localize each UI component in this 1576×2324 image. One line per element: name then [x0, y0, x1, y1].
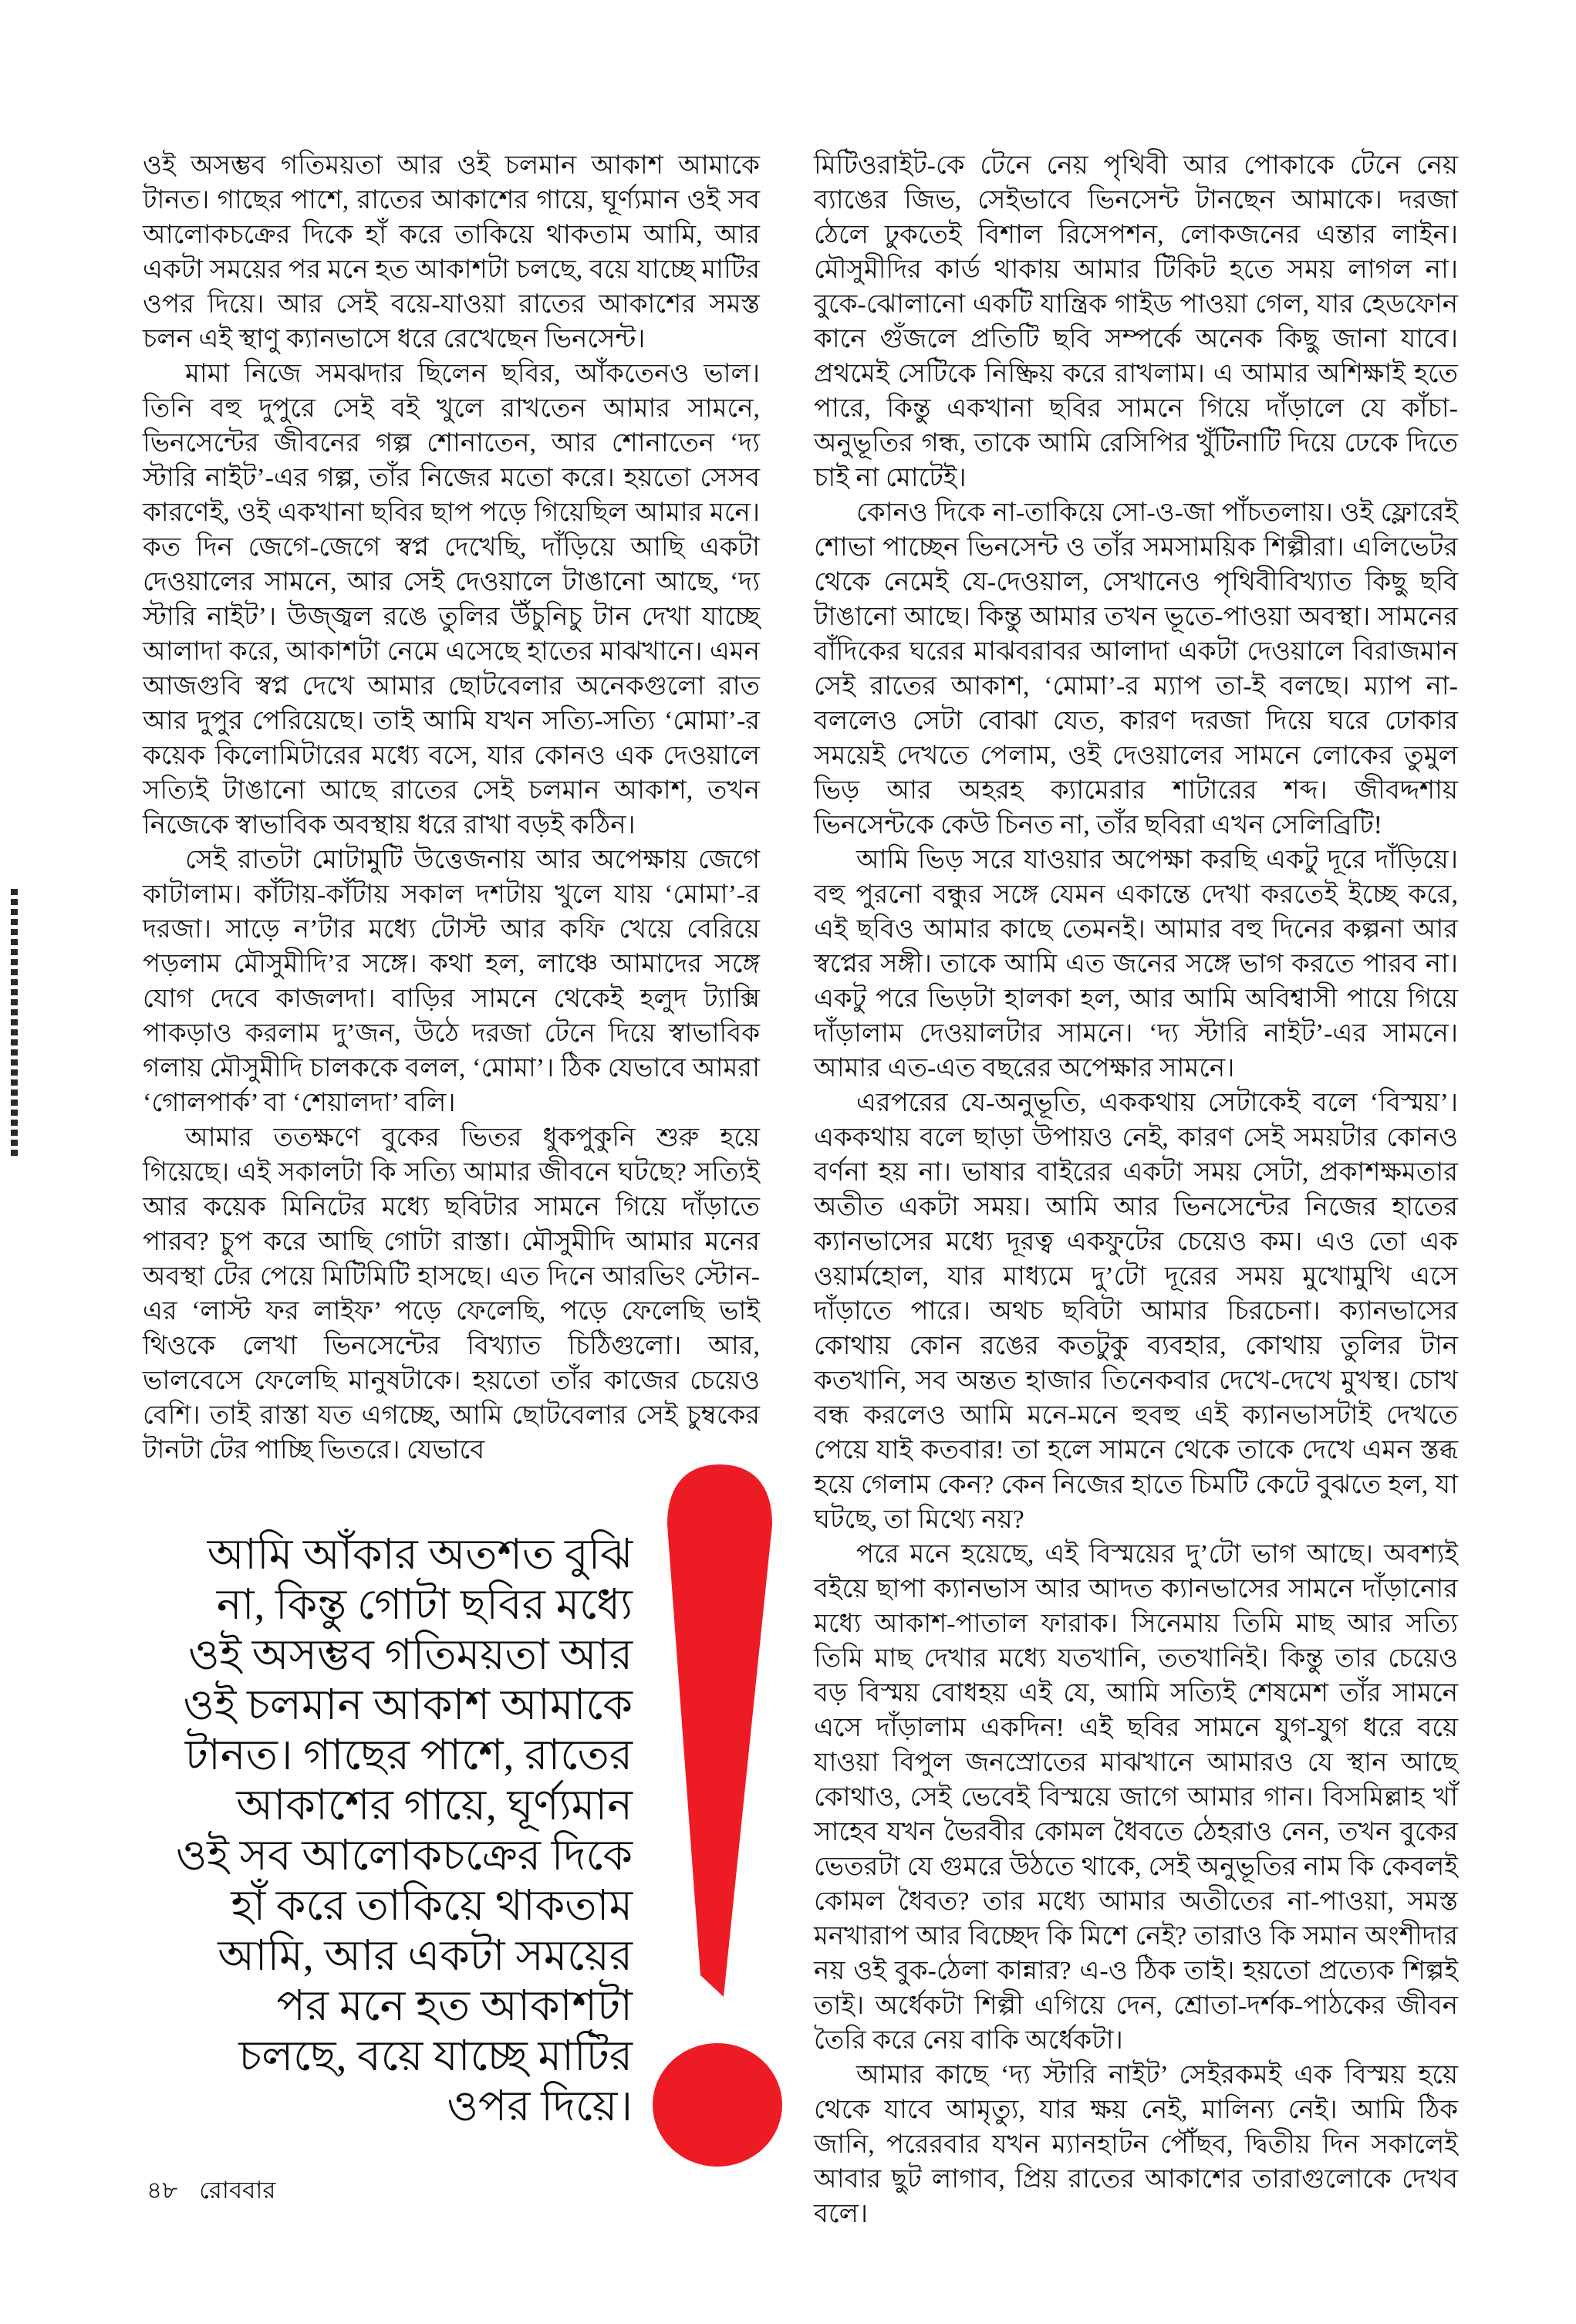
article-left-column: [143, 148, 760, 1468]
pull-quote-line: আকাশের গায়ে, ঘূর্ণ্যমান: [236, 1782, 633, 1829]
tear-guide-dotted-line: [11, 889, 18, 1157]
body-paragraph: এরপরের যে-অনুভূতি, এককথায় সেটাকেই বলে ‘বিস্ময়’। এককথায় বলে ছাড়া উপায়ও নেই, কারণ সেই সময়টার কোনও বর্ণনা হয় না। ভাষার বাইরের একটা সময় সেটা, প্রকাশক্ষমতার অতীত একটা সময়। আমি আর ভিনসেন্টের নিজের হাতের ক্যানভাসের মধ্যে দূরত্ব একফুটের চেয়েও কম। এও তো এক ওয়ার্মহোল, যার মাধ্যমে দু’টো দূরের সময় মুখোমুখি এসে দাঁড়াতে পারে। অথচ ছবিটা আমার চিরচেনা। ক্যানভাসের কোথায় কোন রঙের কতটুকু ব্যবহার, কোথায় তুলির টান কতখানি, সব অন্তত হাজার তিনেকবার দেখে-দেখে মুখস্থ। চোখ বন্ধ করলেও আমি মনে-মনে হুবহু এই ক্যানভাসটাই দেখতে পেয়ে যাই কতবার! তা হলে সামনে থেকে তাকে দেখে এমন স্তব্ধ হয়ে গেলাম কেন? কেন নিজের হাতে চিমটি কেটে বুঝতে হল, যা ঘটছে, তা মিথ্যে নয়?: [814, 1089, 1458, 1534]
body-paragraph: সেই রাতটা মোটামুটি উত্তেজনায় আর অপেক্ষায় জেগে কাটালাম। কাঁটায়-কাঁটায় সকাল দশটায় খুলে যায় ‘মোমা’-র দরজা। সাড়ে ন’টার মধ্যে টোস্ট আর কফি খেয়ে বেরিয়ে পড়লাম মৌসুমীদি’র সঙ্গে। কথা হল, লাঞ্চে আমাদের সঙ্গে যোগ দেবে কাজলদা। বাড়ির সামনে থেকেই হলুদ ট্যাক্সি পাকড়াও করলাম দু’জন, উঠে দরজা টেনে দিয়ে স্বাভাবিক গলায় মৌসুমীদি চালককে বলল, ‘মোমা’। ঠিক যেভাবে আমরা ‘গোলপার্ক’ বা ‘শেয়ালদা’ বলি।: [143, 846, 760, 1117]
body-paragraph: মিটিওরাইট-কে টেনে নেয় পৃথিবী আর পোকাকে টেনে নেয় ব্যাঙের জিভ, সেইভাবে ভিনসেন্ট টানছেন আমাকে। দরজা ঠেলে ঢুকতেই বিশাল রিসেপশন, লোকজনের এন্তার লাইন। মৌসুমীদির কার্ড থাকায় আমার টিকিট হতে সময় লাগল না। বুকে-ঝোলানো একটি যান্ত্রিক গাইড পাওয়া গেল, যার হেডফোন কানে গুঁজলে প্রতিটি ছবি সম্পর্কে অনেক কিছু জানা যাবে। প্রথমেই সেটিকে নিষ্ক্রিয় করে রাখলাম। এ আমার অশিক্ষাই হতে পারে, কিন্তু একখানা ছবির সামনে গিয়ে দাঁড়ালে যে কাঁচা-অনুভূতির গন্ধ, তাকে আমি রেসিপির খুঁটিনাটি দিয়ে ঢেকে দিতে চাই না মোটেই।: [814, 151, 1458, 492]
body-paragraph: আমি ভিড় সরে যাওয়ার অপেক্ষা করছি একটু দূরে দাঁড়িয়ে। বহু পুরনো বন্ধুর সঙ্গে যেমন একান্তে দেখা করতেই ইচ্ছে করে, এই ছবিও আমার কাছে তেমনই। আমার বহু দিনের কল্পনা আর স্বপ্নের সঙ্গী। তাকে আমি এত জনের সঙ্গে ভাগ করতে পারব না। একটু পরে ভিড়টা হালকা হল, আর আমি অবিশ্বাসী পায়ে গিয়ে দাঁড়ালাম দেওয়ালটার সামনে। ‘দ্য স্টারি নাইট’-এর সামনে। আমার এত-এত বছরের অপেক্ষার সামনে।: [814, 846, 1458, 1083]
exclamation-icon: [646, 1457, 793, 2174]
body-paragraph: মামা নিজে সমঝদার ছিলেন ছবির, আঁকতেনও ভাল। তিনি বহু দুপুরে সেই বই খুলে রাখতেন আমার সামনে, ভিনসেন্টের জীবনের গল্প শোনাতেন, আর শোনাতেন ‘দ্য স্টারি নাইট’-এর গল্প, তাঁর নিজের মতো করে। হয়তো সেসব কারণেই, ওই একখানা ছবির ছাপ পড়ে গিয়েছিল আমার মনে। কত দিন জেগে-জেগে স্বপ্ন দেখেছি, দাঁড়িয়ে আছি একটা দেওয়ালের সামনে, আর সেই দেওয়ালে টাঙানো আছে, ‘দ্য স্টারি নাইট’। উজ্জ্বল রঙে তুলির উঁচুনিচু টান দেখা যাচ্ছে আলাদা করে, আকাশটা নেমে এসেছে হাতের মাঝখানে। এমন আজগুবি স্বপ্ন দেখে আমার ছোটবেলার অনেকগুলো রাত আর দুপুর পেরিয়েছে। তাই আমি যখন সত্যি-সত্যি ‘মোমা’-র কয়েক কিলোমিটারের মধ্যে বসে, যার কোনও এক দেওয়ালে সত্যিই টাঙানো আছে রাতের সেই চলমান আকাশ, তখন নিজেকে স্বাভাবিক অবস্থায় ধরে রাখা বড়ই কঠিন।: [143, 360, 760, 839]
pull-quote-line: ওই অসম্ভব গতিময়তা আর: [187, 1631, 633, 1678]
body-paragraph: কোনও দিকে না-তাকিয়ে সো-ও-জা পাঁচতলায়। ওই ফ্লোরেই শোভা পাচ্ছেন ভিনসেন্ট ও তাঁর সমসাময়িক শিল্পীরা। এলিভেটর থেকে নেমেই যে-দেওয়াল, সেখানেও পৃথিবীবিখ্যাত কিছু ছবি টাঙানো আছে। কিন্তু আমার তখন ভূতে-পাওয়া অবস্থা। সামনের বাঁদিকের ঘরের মাঝবরাবর আলাদা একটা দেওয়ালে বিরাজমান সেই রাতের আকাশ, ‘মোমা’-র ম্যাপ তা-ই বলছে। ম্যাপ না-বললেও সেটা বোঝা যেত, কারণ দরজা দিয়ে ঘরে ঢোকার সময়েই দেখতে পেলাম, ওই দেওয়ালের সামনে লোকের তুমুল ভিড় আর অহরহ ক্যামেরার শাটারের শব্দ। জীবদ্দশায় ভিনসেন্টকে কেউ চিনত না, তাঁর ছবিরা এখন সেলিব্রিটি!: [814, 498, 1458, 839]
exclamation-stroke: [667, 1464, 772, 1997]
pull-quote-line: হাঁ করে তাকিয়ে থাকতাম: [231, 1882, 633, 1929]
pull-quote-line: না, কিন্তু গোটা ছবির মধ্যে: [216, 1581, 633, 1628]
pull-quote: [139, 1529, 633, 2131]
pull-quote-line: ওই চলমান আকাশ আমাকে: [183, 1681, 633, 1728]
exclamation-dot: [653, 2043, 782, 2167]
body-paragraph: আমার ততক্ষণে বুকের ভিতর ধুকপুকুনি শুরু হয়ে গিয়েছে। এই সকালটা কি সত্যি আমার জীবনে ঘটছে? সত্যিই আর কয়েক মিনিটের মধ্যে ছবিটার সামনে গিয়ে দাঁড়াতে পারব? চুপ করে আছি গোটা রাস্তা। মৌসুমীদি আমার মনের অবস্থা টের পেয়ে মিটিমিটি হাসছে। এত দিনে আরভিং স্টোন-এর ‘লাস্ট ফর লাইফ’ পড়ে ফেলেছি, পড়ে ফেলেছি ভাই থিওকে লেখা ভিনসেন্টের বিখ্যাত চিঠিগুলো। আর, ভালবেসে ফেলেছি মানুষটাকে। হয়তো তাঁর কাজের চেয়েও বেশি। তাই রাস্তা যত এগচ্ছে, আমি ছোটবেলার সেই চুম্বকের টানটা টের পাচ্ছি ভিতরে। যেভাবে: [143, 1123, 760, 1464]
body-paragraph: পরে মনে হয়েছে, এই বিস্ময়ের দু’টো ভাগ আছে। অবশ্যই বইয়ে ছাপা ক্যানভাস আর আদত ক্যানভাসের সামনে দাঁড়ানোর মধ্যে আকাশ-পাতাল ফারাক। সিনেমায় তিমি মাছ আর সত্যি তিমি মাছ দেখার মধ্যে যতখানি, ততখানিই। কিন্তু তার চেয়েও বড় বিস্ময় বোধহয় এই যে, আমি সত্যিই শেষমেশ তাঁর সামনে এসে দাঁড়ালাম একদিন! এই ছবির সামনে যুগ-যুগ ধরে বয়ে যাওয়া বিপুল জনস্রোতের মাঝখানে আমারও যে স্থান আছে কোথাও, সেই ভেবেই বিস্ময়ে জাগে আমার গান। বিসমিল্লাহ খাঁ সাহেব যখন ভৈরবীর কোমল ধৈবতে ঠেহরাও নেন, তখন বুকের ভেতরটা যে গুমরে উঠতে থাকে, সেই অনুভূতির নাম কি কেবলই কোমল ধৈবত? তার মধ্যে আমার অতীতের না-পাওয়া, সমস্ত মনখারাপ আর বিচ্ছেদ কি মিশে নেই? তারাও কি সমান অংশীদার নয় ওই বুক-ঠেলা কান্নার? এ-ও ঠিক তাই। হয়তো প্রত্যেক শিল্পই তাই। অর্ধেকটা শিল্পী এগিয়ে দেন, শ্রোতা-দর্শক-পাঠকের জীবন তৈরি করে নেয় বাকি অর্ধেকটা।: [814, 1540, 1458, 2055]
page-number: ৪৮: [147, 2177, 178, 2204]
magazine-name: রোববার: [199, 2177, 276, 2204]
pull-quote-line: আমি আঁকার অতশত বুঝি: [207, 1531, 633, 1578]
pull-quote-line: চলছে, বয়ে যাচ্ছে মাটির: [238, 2032, 633, 2079]
article-right-column: [814, 148, 1458, 2231]
pull-quote-line: টানত। গাছের পাশে, রাতের: [184, 1731, 633, 1778]
body-paragraph: ওই অসম্ভব গতিময়তা আর ওই চলমান আকাশ আমাকে টানত। গাছের পাশে, রাতের আকাশের গায়ে, ঘূর্ণ্যমান ওই সব আলোকচক্রের দিকে হাঁ করে তাকিয়ে থাকতাম আমি, আর একটা সময়ের পর মনে হত আকাশটা চলছে, বয়ে যাচ্ছে মাটির ওপর দিয়ে। আর সেই বয়ে-যাওয়া রাতের আকাশের সমস্ত চলন এই স্থাণু ক্যানভাসে ধরে রেখেছেন ভিনসেন্ট।: [143, 151, 760, 353]
body-paragraph: আমার কাছে ‘দ্য স্টারি নাইট’ সেইরকমই এক বিস্ময় হয়ে থেকে যাবে আমৃত্যু, যার ক্ষয় নেই, মালিন্য নেই। আমি ঠিক জানি, পরেরবার যখন ম্যানহাটন পৌঁছব, দ্বিতীয় দিন সকালেই আবার ছুট লাগাব, প্রিয় রাতের আকাশের তারাগুলোকে দেখব বলে।: [814, 2061, 1458, 2228]
pull-quote-line: পর মনে হত আকাশটা: [276, 1982, 633, 2029]
pull-quote-line: আমি, আর একটা সময়ের: [218, 1932, 633, 1979]
pull-quote-line: ওই সব আলোকচক্রের দিকে: [175, 1832, 633, 1879]
page-footer: [147, 2174, 275, 2207]
pull-quote-line: ওপর দিয়ে।: [447, 2082, 633, 2130]
